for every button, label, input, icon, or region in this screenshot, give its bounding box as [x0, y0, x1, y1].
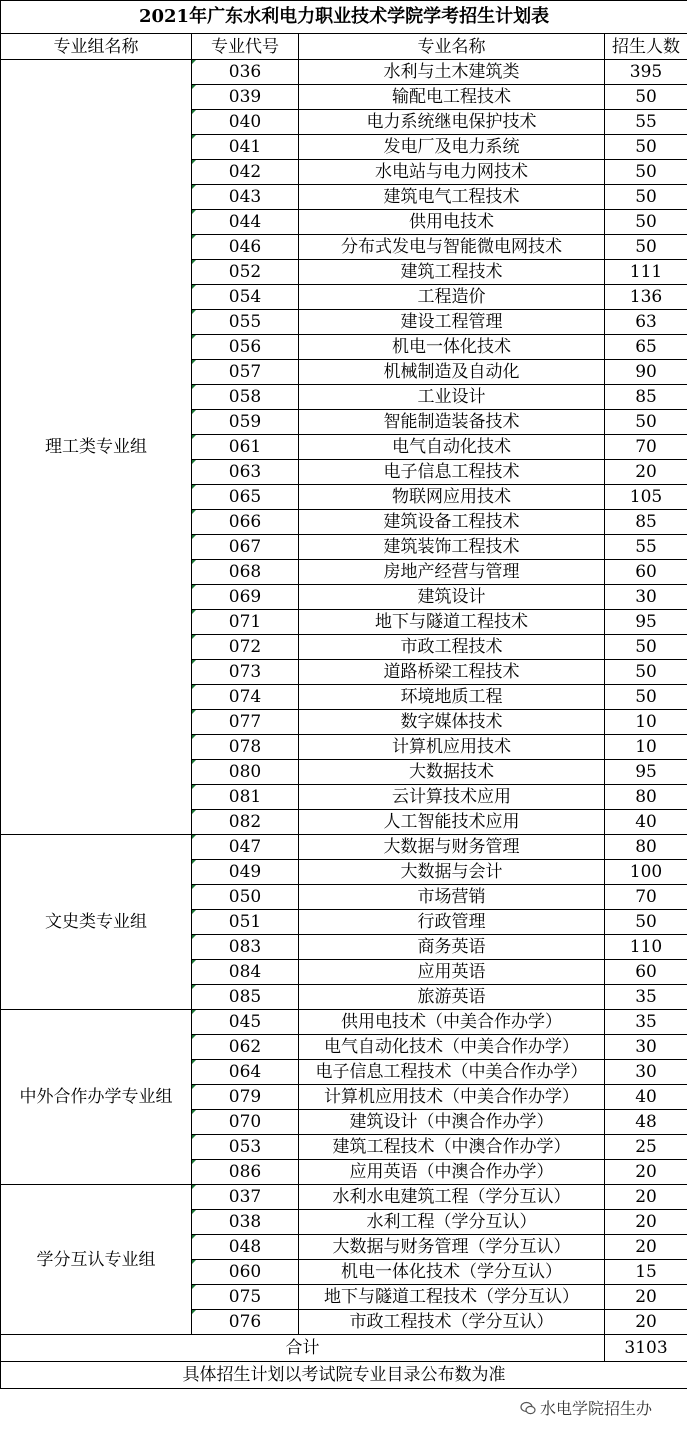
- watermark: [520, 1396, 652, 1419]
- major-code-cell: 067: [192, 535, 299, 560]
- major-code-cell: 062: [192, 1035, 299, 1060]
- enrollment-count-cell: 20: [605, 1160, 687, 1185]
- enrollment-count-cell: 85: [605, 510, 687, 535]
- enrollment-count-cell: 35: [605, 1010, 687, 1035]
- enrollment-count-cell: 50: [605, 185, 687, 210]
- major-name-cell: 环境地质工程: [299, 685, 605, 710]
- major-code-cell: 041: [192, 135, 299, 160]
- major-name-cell: 电气自动化技术（中美合作办学）: [299, 1035, 605, 1060]
- major-code-cell: 053: [192, 1135, 299, 1160]
- major-name-cell: 建筑装饰工程技术: [299, 535, 605, 560]
- major-name-cell: 输配电工程技术: [299, 85, 605, 110]
- major-code-cell: 076: [192, 1310, 299, 1335]
- enrollment-count-cell: 40: [605, 1085, 687, 1110]
- major-name-cell: 人工智能技术应用: [299, 810, 605, 835]
- major-code-cell: 047: [192, 835, 299, 860]
- enrollment-count-cell: 20: [605, 1210, 687, 1235]
- major-name-cell: 计算机应用技术: [299, 735, 605, 760]
- major-code-cell: 039: [192, 85, 299, 110]
- major-name-cell: 数字媒体技术: [299, 710, 605, 735]
- table-row: [1, 1010, 687, 1035]
- major-name-cell: 工业设计: [299, 385, 605, 410]
- table-row: [1, 1185, 687, 1210]
- enrollment-count-cell: 20: [605, 1285, 687, 1310]
- major-name-cell: 行政管理: [299, 910, 605, 935]
- enrollment-count-cell: 105: [605, 485, 687, 510]
- table-row: [1, 835, 687, 860]
- enrollment-count-cell: 60: [605, 960, 687, 985]
- group-name-cell: 学分互认专业组: [1, 1185, 192, 1335]
- enrollment-count-cell: 50: [605, 635, 687, 660]
- enrollment-count-cell: 20: [605, 1185, 687, 1210]
- enrollment-count-cell: 395: [605, 60, 687, 85]
- footnote: 具体招生计划以考试院专业目录公布数为准: [1, 1362, 687, 1389]
- major-name-cell: 供用电技术（中美合作办学）: [299, 1010, 605, 1035]
- major-name-cell: 电气自动化技术: [299, 435, 605, 460]
- major-code-cell: 081: [192, 785, 299, 810]
- enrollment-count-cell: 95: [605, 760, 687, 785]
- major-name-cell: 建筑工程技术（中澳合作办学）: [299, 1135, 605, 1160]
- enrollment-count-cell: 55: [605, 110, 687, 135]
- major-code-cell: 068: [192, 560, 299, 585]
- enrollment-count-cell: 20: [605, 1235, 687, 1260]
- major-name-cell: 建筑设备工程技术: [299, 510, 605, 535]
- enrollment-count-cell: 136: [605, 285, 687, 310]
- enrollment-count-cell: 15: [605, 1260, 687, 1285]
- major-name-cell: 计算机应用技术（中美合作办学）: [299, 1085, 605, 1110]
- enrollment-count-cell: 50: [605, 410, 687, 435]
- major-name-cell: 商务英语: [299, 935, 605, 960]
- major-code-cell: 065: [192, 485, 299, 510]
- major-name-cell: 水利水电建筑工程（学分互认）: [299, 1185, 605, 1210]
- major-name-cell: 机电一体化技术: [299, 335, 605, 360]
- header-group-name: 专业组名称: [1, 34, 192, 60]
- enrollment-count-cell: 48: [605, 1110, 687, 1135]
- major-code-cell: 037: [192, 1185, 299, 1210]
- enrollment-count-cell: 85: [605, 385, 687, 410]
- major-code-cell: 046: [192, 235, 299, 260]
- major-name-cell: 建筑设计（中澳合作办学）: [299, 1110, 605, 1135]
- major-name-cell: 房地产经营与管理: [299, 560, 605, 585]
- enrollment-count-cell: 25: [605, 1135, 687, 1160]
- header-major-code: 专业代号: [192, 34, 299, 60]
- major-code-cell: 060: [192, 1260, 299, 1285]
- enrollment-count-cell: 30: [605, 585, 687, 610]
- major-code-cell: 070: [192, 1110, 299, 1135]
- table-row: [1, 60, 687, 85]
- major-code-cell: 050: [192, 885, 299, 910]
- major-name-cell: 旅游英语: [299, 985, 605, 1010]
- total-row: [1, 1335, 687, 1362]
- enrollment-count-cell: 35: [605, 985, 687, 1010]
- major-code-cell: 042: [192, 160, 299, 185]
- major-code-cell: 085: [192, 985, 299, 1010]
- major-code-cell: 048: [192, 1235, 299, 1260]
- header-enrollment: 招生人数: [605, 34, 687, 60]
- enrollment-count-cell: 50: [605, 660, 687, 685]
- group-name-cell: 中外合作办学专业组: [1, 1010, 192, 1185]
- wechat-icon: [520, 1400, 536, 1416]
- enrollment-count-cell: 20: [605, 460, 687, 485]
- major-name-cell: 电子信息工程技术: [299, 460, 605, 485]
- enrollment-count-cell: 100: [605, 860, 687, 885]
- major-code-cell: 063: [192, 460, 299, 485]
- enrollment-count-cell: 50: [605, 160, 687, 185]
- major-code-cell: 045: [192, 1010, 299, 1035]
- enrollment-count-cell: 50: [605, 210, 687, 235]
- major-code-cell: 078: [192, 735, 299, 760]
- major-name-cell: 大数据与财务管理（学分互认）: [299, 1235, 605, 1260]
- major-code-cell: 074: [192, 685, 299, 710]
- major-name-cell: 建筑电气工程技术: [299, 185, 605, 210]
- major-name-cell: 建设工程管理: [299, 310, 605, 335]
- major-name-cell: 大数据与财务管理: [299, 835, 605, 860]
- major-code-cell: 069: [192, 585, 299, 610]
- major-code-cell: 083: [192, 935, 299, 960]
- group-name-cell: 理工类专业组: [1, 60, 192, 835]
- major-code-cell: 052: [192, 260, 299, 285]
- major-name-cell: 发电厂及电力系统: [299, 135, 605, 160]
- major-code-cell: 049: [192, 860, 299, 885]
- major-name-cell: 市场营销: [299, 885, 605, 910]
- major-code-cell: 061: [192, 435, 299, 460]
- major-code-cell: 055: [192, 310, 299, 335]
- major-name-cell: 建筑设计: [299, 585, 605, 610]
- major-code-cell: 036: [192, 60, 299, 85]
- major-code-cell: 056: [192, 335, 299, 360]
- major-code-cell: 057: [192, 360, 299, 385]
- enrollment-count-cell: 60: [605, 560, 687, 585]
- major-name-cell: 电子信息工程技术（中美合作办学）: [299, 1060, 605, 1085]
- major-code-cell: 077: [192, 710, 299, 735]
- major-code-cell: 044: [192, 210, 299, 235]
- major-code-cell: 059: [192, 410, 299, 435]
- major-name-cell: 机电一体化技术（学分互认）: [299, 1260, 605, 1285]
- major-code-cell: 054: [192, 285, 299, 310]
- major-code-cell: 064: [192, 1060, 299, 1085]
- major-name-cell: 水利与土木建筑类: [299, 60, 605, 85]
- major-name-cell: 水电站与电力网技术: [299, 160, 605, 185]
- enrollment-count-cell: 50: [605, 235, 687, 260]
- enrollment-count-cell: 80: [605, 835, 687, 860]
- major-name-cell: 供用电技术: [299, 210, 605, 235]
- major-name-cell: 水利工程（学分互认）: [299, 1210, 605, 1235]
- group-name-cell: 文史类专业组: [1, 835, 192, 1010]
- header-major-name: 专业名称: [299, 34, 605, 60]
- major-code-cell: 084: [192, 960, 299, 985]
- major-name-cell: 分布式发电与智能微电网技术: [299, 235, 605, 260]
- major-name-cell: 机械制造及自动化: [299, 360, 605, 385]
- major-code-cell: 072: [192, 635, 299, 660]
- major-name-cell: 应用英语（中澳合作办学）: [299, 1160, 605, 1185]
- major-name-cell: 道路桥梁工程技术: [299, 660, 605, 685]
- enrollment-count-cell: 30: [605, 1035, 687, 1060]
- total-value: 3103: [605, 1335, 687, 1362]
- major-name-cell: 市政工程技术（学分互认）: [299, 1310, 605, 1335]
- note-row: [1, 1362, 687, 1389]
- major-name-cell: 应用英语: [299, 960, 605, 985]
- major-name-cell: 市政工程技术: [299, 635, 605, 660]
- major-name-cell: 地下与隧道工程技术: [299, 610, 605, 635]
- major-name-cell: 大数据技术: [299, 760, 605, 785]
- enrollment-count-cell: 63: [605, 310, 687, 335]
- enrollment-count-cell: 70: [605, 885, 687, 910]
- major-name-cell: 电力系统继电保护技术: [299, 110, 605, 135]
- major-code-cell: 075: [192, 1285, 299, 1310]
- major-name-cell: 建筑工程技术: [299, 260, 605, 285]
- watermark-text: 水电学院招生办: [540, 1399, 653, 1418]
- major-code-cell: 051: [192, 910, 299, 935]
- major-code-cell: 043: [192, 185, 299, 210]
- enrollment-count-cell: 50: [605, 910, 687, 935]
- major-code-cell: 071: [192, 610, 299, 635]
- total-label: 合计: [1, 1335, 605, 1362]
- enrollment-count-cell: 40: [605, 810, 687, 835]
- major-code-cell: 086: [192, 1160, 299, 1185]
- enrollment-count-cell: 111: [605, 260, 687, 285]
- table-title: 2021年广东水利电力职业技术学院学考招生计划表: [1, 1, 687, 34]
- major-name-cell: 地下与隧道工程技术（学分互认）: [299, 1285, 605, 1310]
- enrollment-count-cell: 95: [605, 610, 687, 635]
- enrollment-count-cell: 50: [605, 685, 687, 710]
- enrollment-count-cell: 80: [605, 785, 687, 810]
- major-code-cell: 080: [192, 760, 299, 785]
- enrollment-count-cell: 10: [605, 710, 687, 735]
- major-name-cell: 智能制造装备技术: [299, 410, 605, 435]
- enrollment-count-cell: 50: [605, 85, 687, 110]
- enrollment-count-cell: 90: [605, 360, 687, 385]
- enrollment-count-cell: 30: [605, 1060, 687, 1085]
- enrollment-count-cell: 70: [605, 435, 687, 460]
- enrollment-count-cell: 55: [605, 535, 687, 560]
- major-name-cell: 大数据与会计: [299, 860, 605, 885]
- major-code-cell: 066: [192, 510, 299, 535]
- major-name-cell: 云计算技术应用: [299, 785, 605, 810]
- enrollment-count-cell: 65: [605, 335, 687, 360]
- enrollment-count-cell: 20: [605, 1310, 687, 1335]
- major-code-cell: 040: [192, 110, 299, 135]
- enrollment-count-cell: 110: [605, 935, 687, 960]
- major-code-cell: 073: [192, 660, 299, 685]
- enrollment-count-cell: 50: [605, 135, 687, 160]
- major-code-cell: 082: [192, 810, 299, 835]
- major-name-cell: 工程造价: [299, 285, 605, 310]
- enrollment-count-cell: 10: [605, 735, 687, 760]
- major-code-cell: 038: [192, 1210, 299, 1235]
- major-code-cell: 058: [192, 385, 299, 410]
- major-code-cell: 079: [192, 1085, 299, 1110]
- major-name-cell: 物联网应用技术: [299, 485, 605, 510]
